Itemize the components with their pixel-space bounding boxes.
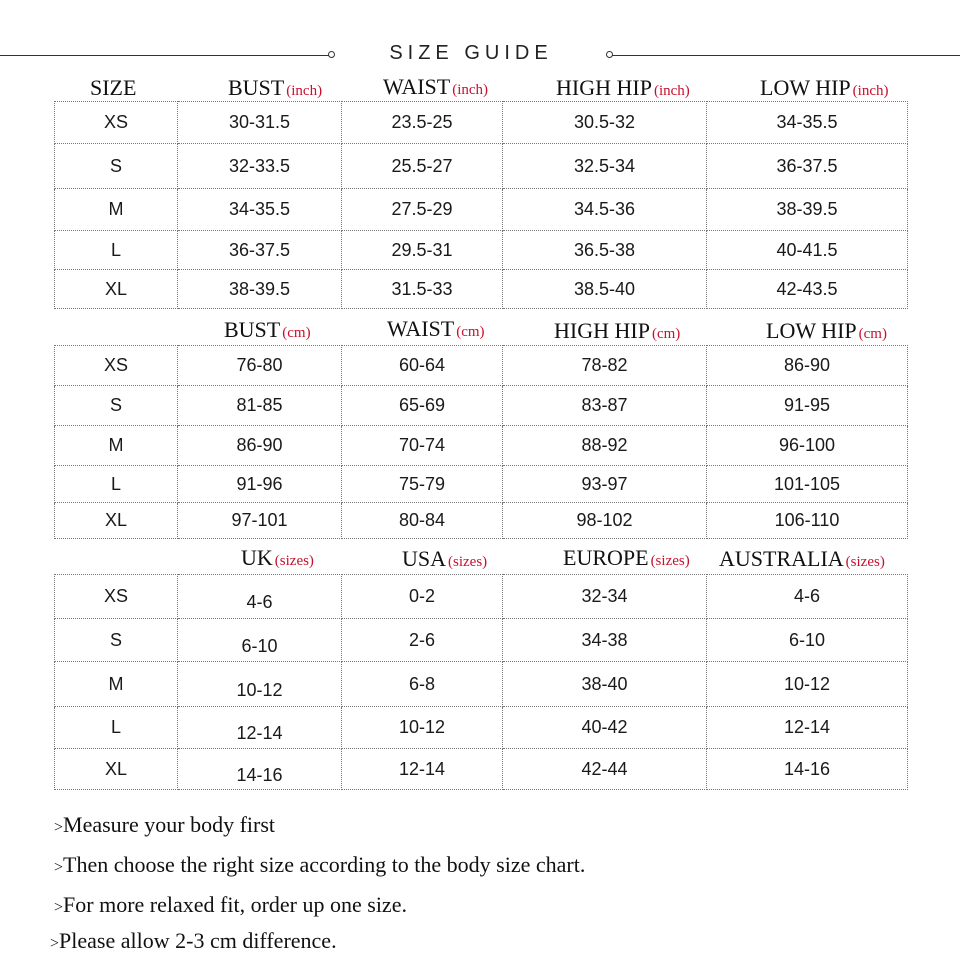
table-row xyxy=(55,144,908,189)
low-hip-cell: 91-95 xyxy=(707,386,908,426)
cm-header-low-hip xyxy=(766,318,887,346)
low-hip-cell: 38-39.5 xyxy=(707,189,908,231)
uk-cell xyxy=(178,707,342,749)
high-hip-cell: 30.5-32 xyxy=(503,102,707,144)
uk-value: 6-10 xyxy=(241,635,278,656)
header-label: UK xyxy=(241,545,273,570)
waist-cell: 60-64 xyxy=(342,346,503,386)
country-header-usa xyxy=(402,546,487,574)
note-arrow: > xyxy=(50,935,60,952)
header-unit: (cm) xyxy=(858,326,887,342)
header-unit: (sizes) xyxy=(448,554,488,570)
header-label: HIGH HIP xyxy=(554,318,650,343)
size-cell: S xyxy=(55,144,178,189)
header-unit: (inch) xyxy=(452,82,489,98)
table-row xyxy=(55,619,908,662)
inch-header-low-hip xyxy=(760,75,888,103)
header-label: WAIST xyxy=(383,74,451,99)
uk-value: 10-12 xyxy=(236,679,283,700)
header-unit: (inch) xyxy=(653,83,690,99)
header-label: EUROPE xyxy=(563,545,649,570)
header-unit: (cm) xyxy=(456,324,485,340)
size-cell: XL xyxy=(55,749,178,790)
table-row xyxy=(55,466,908,503)
header-label: USA xyxy=(402,546,447,571)
header-unit: (inch) xyxy=(852,83,889,99)
note-text: Then choose the right size according to the body size chart. xyxy=(63,852,586,877)
size-cell: M xyxy=(55,189,178,231)
low-hip-cell: 34-35.5 xyxy=(707,102,908,144)
note-difference xyxy=(50,928,337,954)
size-cell: L xyxy=(55,231,178,270)
header-label: LOW HIP xyxy=(766,318,857,343)
high-hip-cell: 38.5-40 xyxy=(503,270,707,309)
bust-cell: 30-31.5 xyxy=(178,102,342,144)
table-row xyxy=(55,102,908,144)
header-label: HIGH HIP xyxy=(556,75,652,100)
cm-header-bust xyxy=(224,317,311,345)
usa-cell: 12-14 xyxy=(342,749,503,790)
title-divider-left xyxy=(0,55,330,56)
low-hip-cell: 101-105 xyxy=(707,466,908,503)
europe-cell: 34-38 xyxy=(503,619,707,662)
table-row xyxy=(55,662,908,707)
high-hip-cell: 93-97 xyxy=(503,466,707,503)
cm-header-high-hip xyxy=(554,318,680,346)
note-text: Measure your body first xyxy=(63,812,276,837)
usa-cell: 10-12 xyxy=(342,707,503,749)
bust-cell: 32-33.5 xyxy=(178,144,342,189)
size-cell: XS xyxy=(55,102,178,144)
bust-cell: 97-101 xyxy=(178,503,342,539)
europe-cell: 38-40 xyxy=(503,662,707,707)
australia-cell: 12-14 xyxy=(707,707,908,749)
low-hip-cell: 106-110 xyxy=(707,503,908,539)
waist-cell: 27.5-29 xyxy=(342,189,503,231)
inch-header-high-hip xyxy=(556,75,690,103)
header-label: BUST xyxy=(224,317,281,342)
waist-cell: 65-69 xyxy=(342,386,503,426)
usa-cell: 0-2 xyxy=(342,575,503,619)
note-choose-size xyxy=(54,852,585,878)
high-hip-cell: 34.5-36 xyxy=(503,189,707,231)
size-cell: XS xyxy=(55,575,178,619)
header-label: LOW HIP xyxy=(760,75,851,100)
bust-cell: 76-80 xyxy=(178,346,342,386)
table-row xyxy=(55,346,908,386)
inch-header-bust xyxy=(228,75,322,103)
inch-header-waist xyxy=(383,74,488,102)
size-cell: L xyxy=(55,707,178,749)
cm-size-table xyxy=(54,345,908,539)
table-row xyxy=(55,231,908,270)
uk-cell xyxy=(178,575,342,619)
europe-cell: 32-34 xyxy=(503,575,707,619)
size-cell: XS xyxy=(55,346,178,386)
low-hip-cell: 40-41.5 xyxy=(707,231,908,270)
header-unit: (cm) xyxy=(651,326,681,342)
bust-cell: 36-37.5 xyxy=(178,231,342,270)
europe-cell: 40-42 xyxy=(503,707,707,749)
uk-cell xyxy=(178,662,342,707)
usa-cell: 6-8 xyxy=(342,662,503,707)
high-hip-cell: 98-102 xyxy=(503,503,707,539)
header-unit: (sizes) xyxy=(650,553,690,569)
size-cell: XL xyxy=(55,503,178,539)
header-label: BUST xyxy=(228,75,285,100)
title-bar xyxy=(0,40,960,70)
europe-cell: 42-44 xyxy=(503,749,707,790)
bust-cell: 86-90 xyxy=(178,426,342,466)
high-hip-cell: 88-92 xyxy=(503,426,707,466)
low-hip-cell: 36-37.5 xyxy=(707,144,908,189)
size-cell: M xyxy=(55,426,178,466)
uk-cell xyxy=(178,619,342,662)
inch-size-table xyxy=(54,101,908,309)
table-row xyxy=(55,707,908,749)
high-hip-cell: 36.5-38 xyxy=(503,231,707,270)
note-text: For more relaxed fit, order up one size. xyxy=(63,892,407,917)
table-row xyxy=(55,575,908,619)
header-label: WAIST xyxy=(387,316,455,341)
page-title: SIZE GUIDE xyxy=(389,42,553,64)
note-arrow: > xyxy=(54,899,64,916)
country-header-uk xyxy=(241,545,314,573)
australia-cell: 6-10 xyxy=(707,619,908,662)
uk-value: 4-6 xyxy=(246,592,273,612)
bust-cell: 38-39.5 xyxy=(178,270,342,309)
note-text: Please allow 2-3 cm difference. xyxy=(59,928,337,953)
table-row xyxy=(55,503,908,539)
table-row xyxy=(55,749,908,790)
table-row xyxy=(55,426,908,466)
table-row xyxy=(55,189,908,231)
waist-cell: 70-74 xyxy=(342,426,503,466)
title-dot-left-icon xyxy=(328,51,335,58)
bust-cell: 91-96 xyxy=(178,466,342,503)
bust-cell: 34-35.5 xyxy=(178,189,342,231)
country-header-europe xyxy=(563,545,690,573)
high-hip-cell: 32.5-34 xyxy=(503,144,707,189)
australia-cell: 4-6 xyxy=(707,575,908,619)
low-hip-cell: 86-90 xyxy=(707,346,908,386)
uk-cell xyxy=(178,749,342,790)
header-label: AUSTRALIA xyxy=(719,546,844,571)
size-cell: S xyxy=(55,386,178,426)
size-cell: M xyxy=(55,662,178,707)
header-unit: (sizes) xyxy=(274,553,314,569)
waist-cell: 23.5-25 xyxy=(342,102,503,144)
table-row xyxy=(55,270,908,309)
uk-value: 14-16 xyxy=(236,764,283,785)
note-arrow: > xyxy=(54,859,64,876)
usa-cell: 2-6 xyxy=(342,619,503,662)
waist-cell: 31.5-33 xyxy=(342,270,503,309)
waist-cell: 80-84 xyxy=(342,503,503,539)
australia-cell: 14-16 xyxy=(707,749,908,790)
note-arrow: > xyxy=(54,819,64,836)
waist-cell: 29.5-31 xyxy=(342,231,503,270)
bust-cell: 81-85 xyxy=(178,386,342,426)
low-hip-cell: 96-100 xyxy=(707,426,908,466)
high-hip-cell: 78-82 xyxy=(503,346,707,386)
size-cell: L xyxy=(55,466,178,503)
header-unit: (cm) xyxy=(282,325,311,341)
size-cell: S xyxy=(55,619,178,662)
size-cell: XL xyxy=(55,270,178,309)
high-hip-cell: 83-87 xyxy=(503,386,707,426)
waist-cell: 75-79 xyxy=(342,466,503,503)
note-relaxed-fit xyxy=(54,892,407,918)
size-column-header: SIZE xyxy=(90,75,137,100)
header-unit: (inch) xyxy=(286,83,323,99)
header-unit: (sizes) xyxy=(845,554,885,570)
country-header-australia xyxy=(719,546,885,574)
low-hip-cell: 42-43.5 xyxy=(707,270,908,309)
waist-cell: 25.5-27 xyxy=(342,144,503,189)
title-divider-right xyxy=(612,55,960,56)
country-size-table xyxy=(54,574,908,790)
australia-cell: 10-12 xyxy=(707,662,908,707)
table-row xyxy=(55,386,908,426)
cm-header-waist xyxy=(387,316,485,344)
uk-value: 12-14 xyxy=(236,723,283,743)
note-measure xyxy=(54,812,275,838)
